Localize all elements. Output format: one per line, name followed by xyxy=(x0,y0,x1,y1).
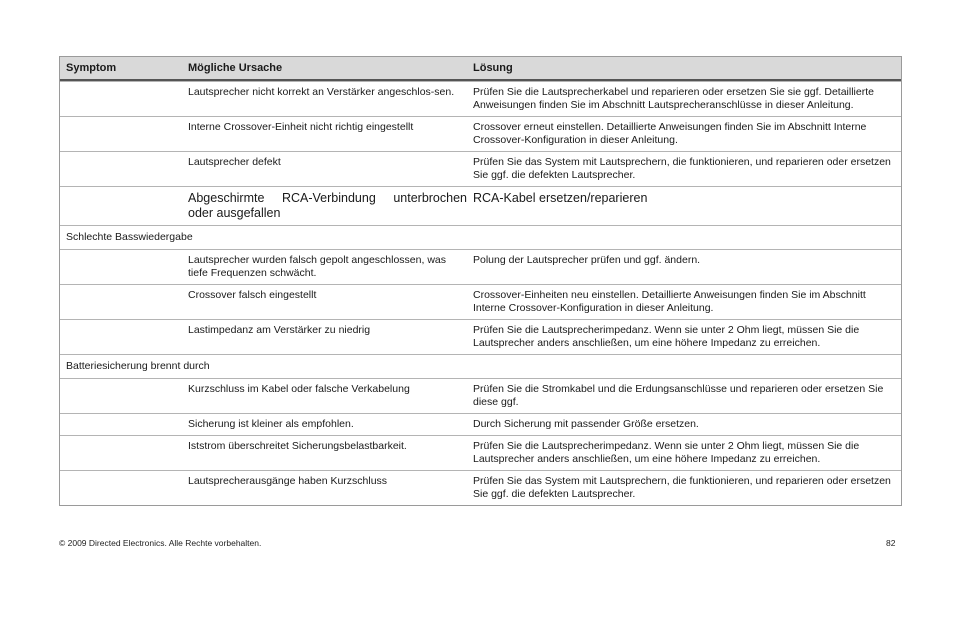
table-row xyxy=(60,319,901,354)
solution-cell: Prüfen Sie das System mit Lautsprechern, die funktionieren, und reparieren oder ersetzen Sie ggf. die defekten Lautsprecher. xyxy=(473,156,891,181)
header-solution: Lösung xyxy=(473,62,513,74)
table-row xyxy=(60,435,901,470)
header-cause: Mögliche Ursache xyxy=(188,62,283,74)
table-row xyxy=(60,413,901,435)
solution-cell: Prüfen Sie die Stromkabel und die Erdungsanschlüsse und reparieren oder ersetzen Sie diese ggf. xyxy=(473,383,884,408)
table-row xyxy=(60,151,901,186)
cause-cell: Interne Crossover-Einheit nicht richtig eingestellt xyxy=(188,121,414,133)
header-symptom: Symptom xyxy=(66,62,117,74)
cause-cell: Iststrom überschreitet Sicherungsbelastbarkeit. xyxy=(188,440,407,452)
symptom-row xyxy=(60,225,901,249)
symptom-label: Schlechte Basswiedergabe xyxy=(66,231,193,243)
cause-cell: Crossover falsch eingestellt xyxy=(188,289,317,301)
solution-cell: Prüfen Sie das System mit Lautsprechern, die funktionieren, und reparieren oder ersetzen Sie ggf. die defekten Lautsprecher. xyxy=(473,475,891,500)
cause-cell: Lastimpedanz am Verstärker zu niedrig xyxy=(188,324,371,336)
cause-cell: Lautsprecherausgänge haben Kurzschluss xyxy=(188,475,388,487)
troubleshooting-table xyxy=(59,56,902,506)
solution-cell: Durch Sicherung mit passender Größe ersetzen. xyxy=(473,418,699,430)
symptom-row xyxy=(60,354,901,378)
cause-cell: Lautsprecher defekt xyxy=(188,156,281,168)
solution-cell: Prüfen Sie die Lautsprecherimpedanz. Wenn sie unter 2 Ohm liegt, müssen Sie die Lautsprecher anders anschließen, um eine höhere Impedanz zu erreichen. xyxy=(473,440,860,465)
cause-cell: Lautsprecher nicht korrekt an Verstärker angeschlos-sen. xyxy=(188,86,455,98)
cause-cell: Sicherung ist kleiner als empfohlen. xyxy=(188,418,354,430)
table-row xyxy=(60,378,901,413)
table-row xyxy=(60,249,901,284)
solution-cell: RCA-Kabel ersetzen/reparieren xyxy=(473,191,648,205)
table-row xyxy=(60,116,901,151)
table-row xyxy=(60,81,901,116)
table-row xyxy=(60,470,901,505)
solution-cell: Crossover erneut einstellen. Detaillierte Anweisungen finden Sie im Abschnitt Interne Crossover-Konfiguration in dieser Anleitung. xyxy=(473,121,867,146)
footer-copyright: © 2009 Directed Electronics. Alle Rechte vorbehalten. xyxy=(59,538,262,548)
cause-cell: Abgeschirmte RCA-Verbindung unterbrochen oder ausgefallen xyxy=(188,191,467,220)
solution-cell: Prüfen Sie die Lautsprecherkabel und reparieren oder ersetzen Sie sie ggf. Detaillierte Anweisungen finden Sie im Abschnitt Lautsprecheranschlüsse in dieser Anleitung. xyxy=(473,86,874,111)
table-header-row xyxy=(60,57,901,81)
table-row xyxy=(60,186,901,225)
cause-cell: Kurzschluss im Kabel oder falsche Verkabelung xyxy=(188,383,410,395)
symptom-label: Batteriesicherung brennt durch xyxy=(66,360,210,372)
table-row xyxy=(60,284,901,319)
page-number: 82 xyxy=(886,538,896,548)
solution-cell: Crossover-Einheiten neu einstellen. Detaillierte Anweisungen finden Sie im Abschnitt Interne Crossover-Konfiguration in dieser Anleitung. xyxy=(473,289,866,314)
solution-cell: Polung der Lautsprecher prüfen und ggf. ändern. xyxy=(473,254,701,266)
solution-cell: Prüfen Sie die Lautsprecherimpedanz. Wenn sie unter 2 Ohm liegt, müssen Sie die Lautsprecher anders anschließen, um eine höhere Impedanz zu erreichen. xyxy=(473,324,860,349)
cause-cell: Lautsprecher wurden falsch gepolt angeschlossen, was tiefe Frequenzen schwächt. xyxy=(188,254,446,279)
